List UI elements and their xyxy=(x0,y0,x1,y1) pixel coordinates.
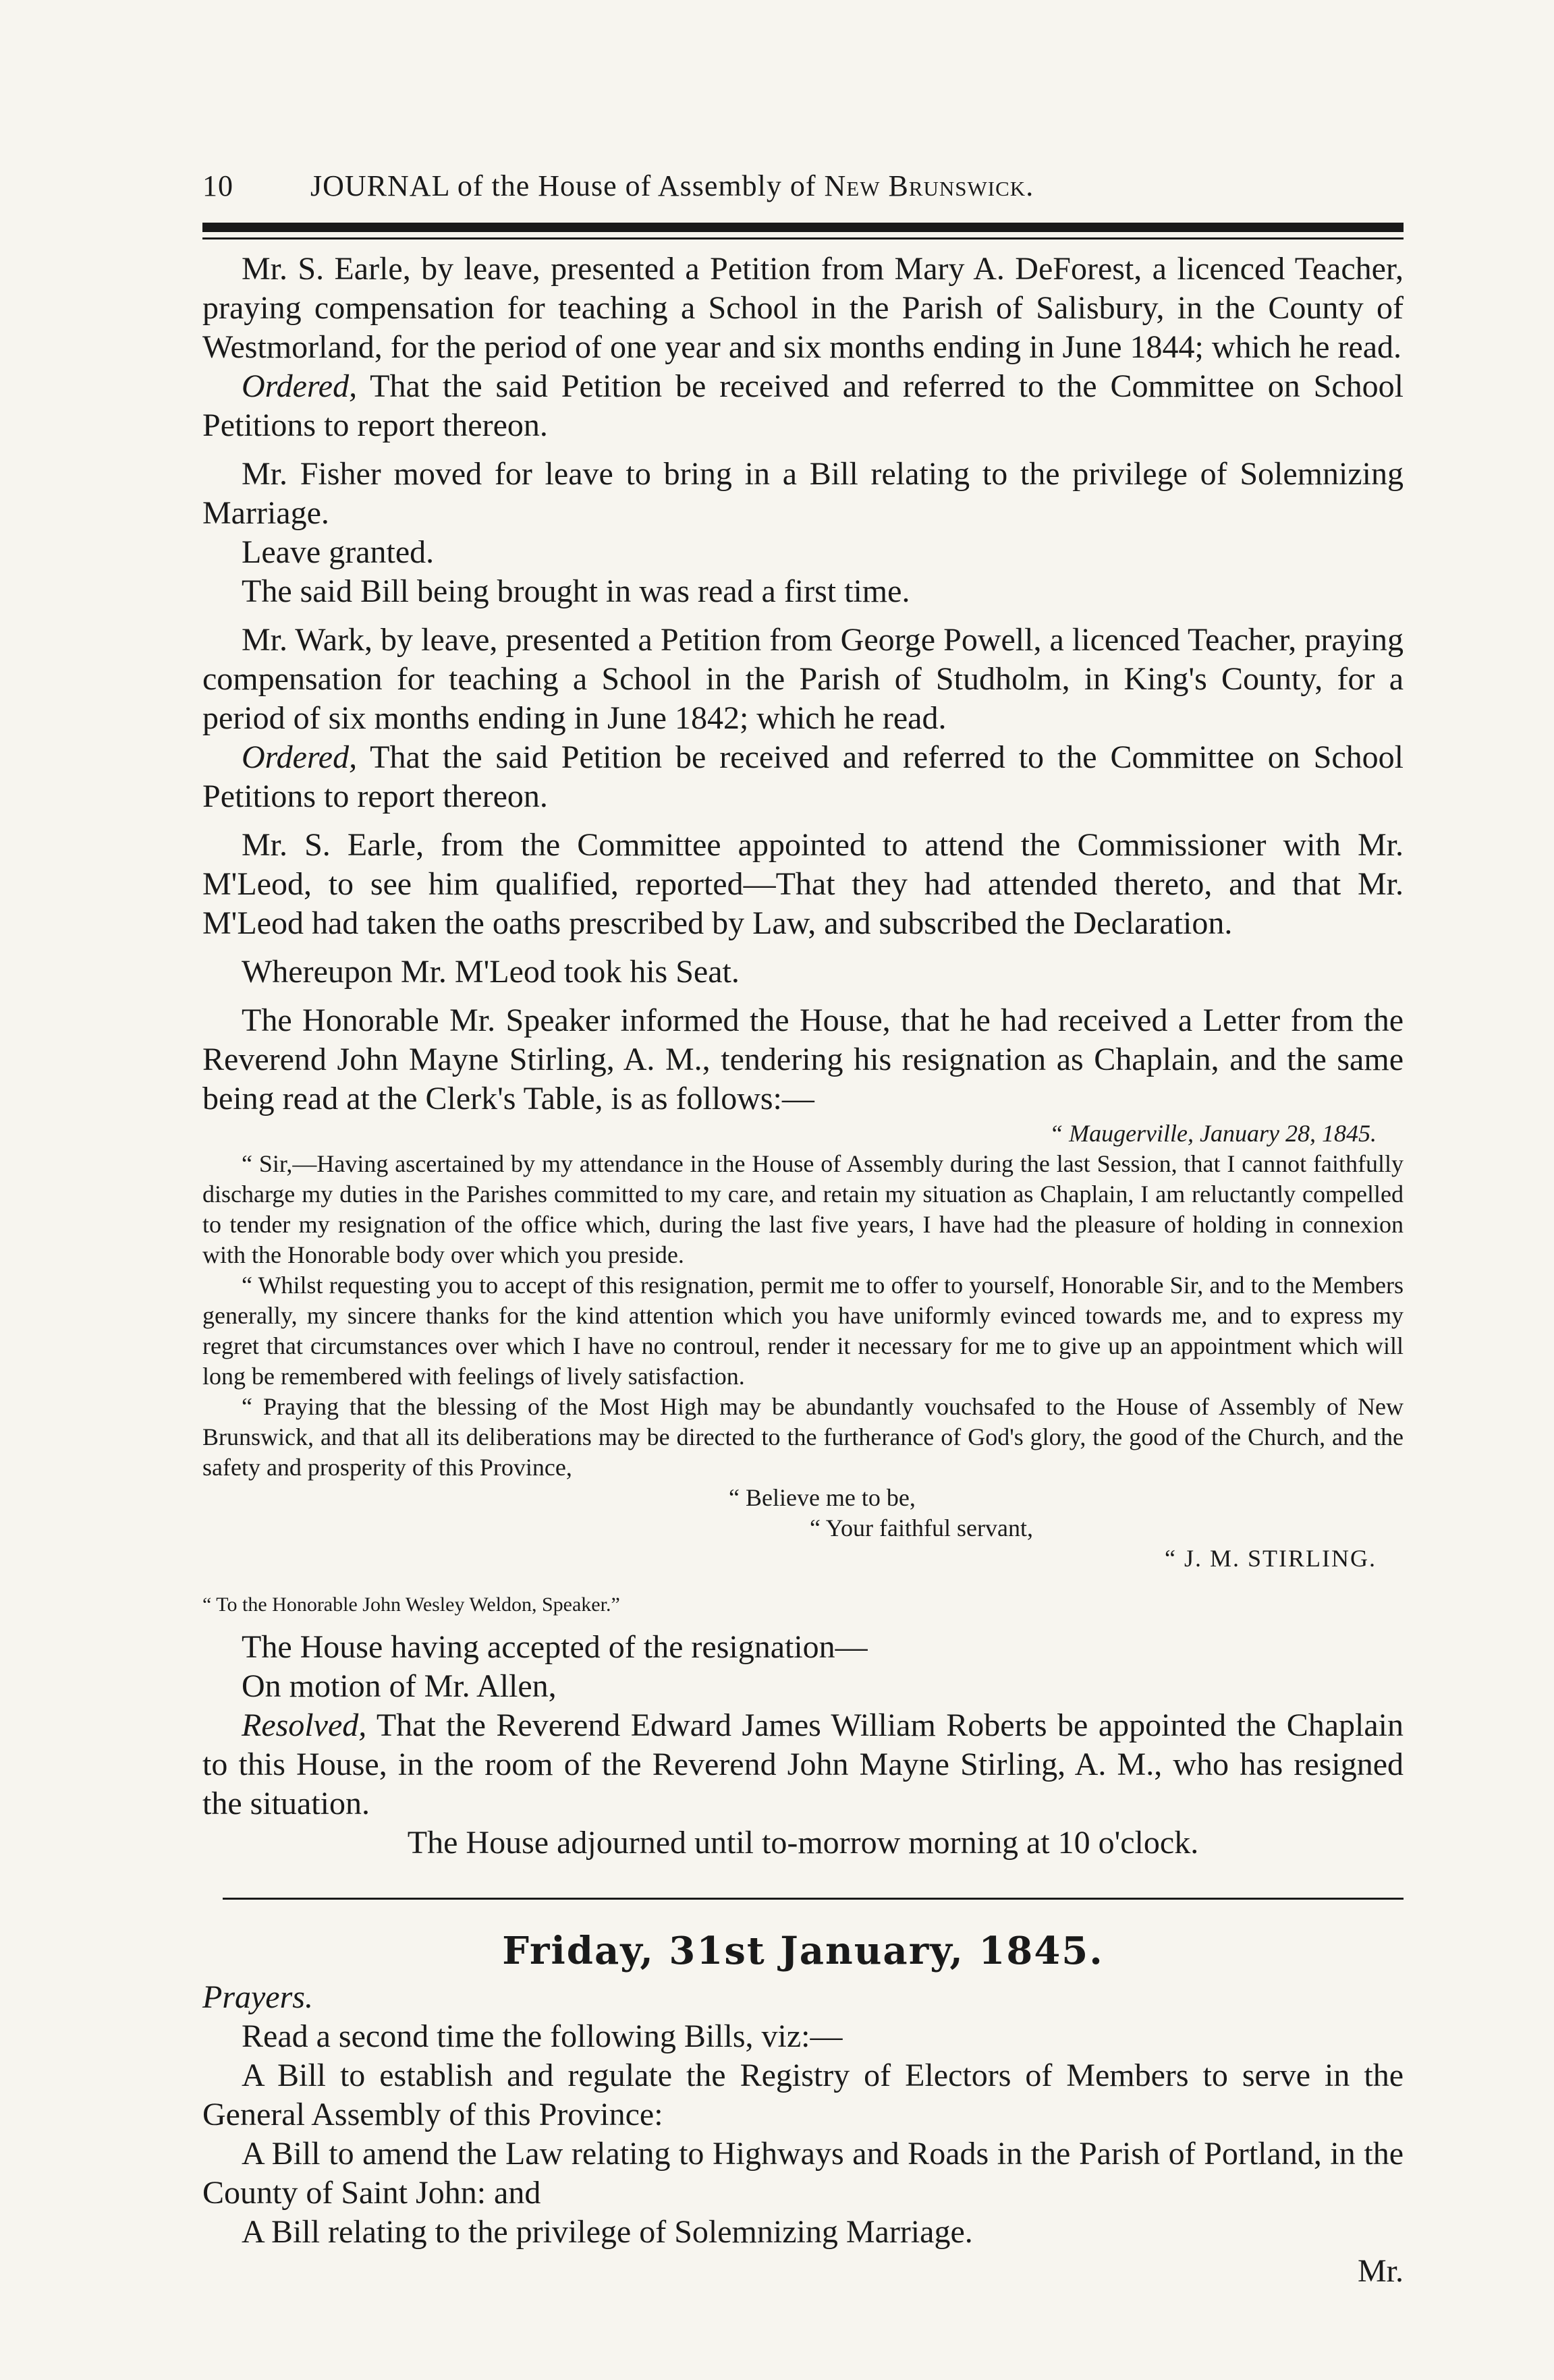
running-header xyxy=(202,169,1410,203)
resignation-accepted-line: The House having accepted of the resignation— xyxy=(242,1629,868,1665)
resolved-text: That the Reverend Edward James William Roberts be appointed the Chaplain to this House, in the room of the Reverend John Mayne Stirling, A. M., who has resigned the situation. xyxy=(202,1707,1404,1821)
resolved-label: Resolved, xyxy=(242,1707,367,1743)
adjourned-line: The House adjourned until to-morrow morning at 10 o'clock. xyxy=(407,1825,1199,1861)
ordered-label: Ordered, xyxy=(242,368,358,404)
wark-petition-paragraph: Mr. Wark, by leave, presented a Petition from George Powell, a licenced Teacher, praying compensation for teaching a School in the Parish of Studholm, in King's County, for a period of six months ending in June 1842; which he read. xyxy=(202,622,1404,736)
letter-place-date-text: “ Maugerville, January 28, 1845. xyxy=(1049,1120,1377,1147)
prayers-text: Prayers. xyxy=(202,1979,313,2015)
resignation-letter xyxy=(202,1118,1404,1618)
letter-place-date xyxy=(202,1118,1404,1149)
wark-ordered-paragraph xyxy=(202,738,1404,816)
speaker-letter-paragraph: The Honorable Mr. Speaker informed the House, that he had received a Letter from the Reverend John Mayne Stirling, A. M., tendering his resignation as Chaplain, and the same being read at the Clerk's Table, is as follows:— xyxy=(202,1002,1404,1116)
mcleod-seat-line: Whereupon Mr. M'Leod took his Seat. xyxy=(242,954,740,990)
header-rule-thick xyxy=(202,223,1404,232)
ordered-text: That the said Petition be received and referred to the Committee on School Petitions to report thereon. xyxy=(202,368,1404,443)
fisher-motion-paragraph: Mr. Fisher moved for leave to bring in a Bill relating to the privilege of Solemnizing Marriage. xyxy=(202,456,1404,531)
page-number: 10 xyxy=(202,169,233,202)
bill-registry-electors: A Bill to establish and regulate the Registry of Electors of Members to serve in the General Assembly of this Province: xyxy=(202,2058,1404,2132)
bill-solemnizing-marriage: A Bill relating to the privilege of Solemnizing Marriage. xyxy=(242,2214,973,2250)
committee-report-paragraph: Mr. S. Earle, from the Committee appointed to attend the Commissioner with Mr. M'Leod, to see him qualified, reported—That they had attended thereto, and that Mr. M'Leod had taken the oaths prescribed by Law, and subscribed the Declaration. xyxy=(202,827,1404,941)
province-name: New Brunswick. xyxy=(824,169,1034,202)
allen-motion-line: On motion of Mr. Allen, xyxy=(242,1668,557,1704)
leave-granted-line: Leave granted. xyxy=(242,534,435,570)
bill-first-read-line: The said Bill being brought in was read a first time. xyxy=(242,573,910,609)
day-heading: Friday, 31st January, 1845. xyxy=(502,1929,1104,1973)
earle-ordered-paragraph xyxy=(202,367,1404,445)
ordered-label: Ordered, xyxy=(242,739,358,775)
resolved-paragraph xyxy=(202,1706,1404,1823)
section-divider xyxy=(223,1898,1404,1900)
letter-paragraph-1: “ Sir,—Having ascertained by my attendance in the House of Assembly during the last Session, that I cannot faithfully discharge my duties in the Parishes committed to my care, and retain my situation as Chaplain, I am reluctantly compelled to tender my resignation of the office which, during the last five years, I have had the pleasure of holding in connexion with the Honorable body over which you preside. xyxy=(202,1150,1404,1268)
letter-paragraph-3: “ Praying that the blessing of the Most High may be abundantly vouchsafed to the House of Assembly of New Brunswick, and that all its deliberations may be directed to the furtherance of God's glory, the good of the Church, and the safety and prosperity of this Province, xyxy=(202,1393,1404,1481)
earle-petition-paragraph: Mr. S. Earle, by leave, presented a Petition from Mary A. DeForest, a licenced Teacher, praying compensation for teaching a School in the Parish of Salisbury, in the County of Westmorland, for the period of one year and six months ending in June 1844; which he read. xyxy=(202,251,1404,365)
catchword: Mr. xyxy=(1357,2253,1404,2289)
letter-addressee: “ To the Honorable John Wesley Weldon, Speaker.” xyxy=(202,1593,620,1616)
ordered-text: That the said Petition be received and referred to the Committee on School Petitions to report thereon. xyxy=(202,739,1404,814)
header-rule-thin xyxy=(202,237,1404,239)
second-reading-line: Read a second time the following Bills, viz:— xyxy=(242,2018,843,2054)
letter-paragraph-2: “ Whilst requesting you to accept of this resignation, permit me to offer to yourself, Honorable Sir, and to the Members generally, my sincere thanks for the kind attention which you have uniformly evinced towards me, and to express my regret that circumstances over which I have no controul, render it necessary for me to give up an appointment which will long be remembered with feelings of lively satisfaction. xyxy=(202,1272,1404,1390)
prayers-line xyxy=(202,1978,1404,2017)
bill-highways-portland: A Bill to amend the Law relating to Highways and Roads in the Parish of Portland, in the County of Saint John: and xyxy=(202,2136,1404,2211)
letter-closing-2: “ Your faithful servant, xyxy=(810,1514,1033,1541)
letter-signature: “ J. M. STIRLING. xyxy=(1165,1545,1377,1572)
journal-body xyxy=(202,250,1404,2291)
letter-closing-1: “ Believe me to be, xyxy=(729,1484,916,1511)
journal-title: JOURNAL of the House of Assembly of xyxy=(310,169,825,202)
